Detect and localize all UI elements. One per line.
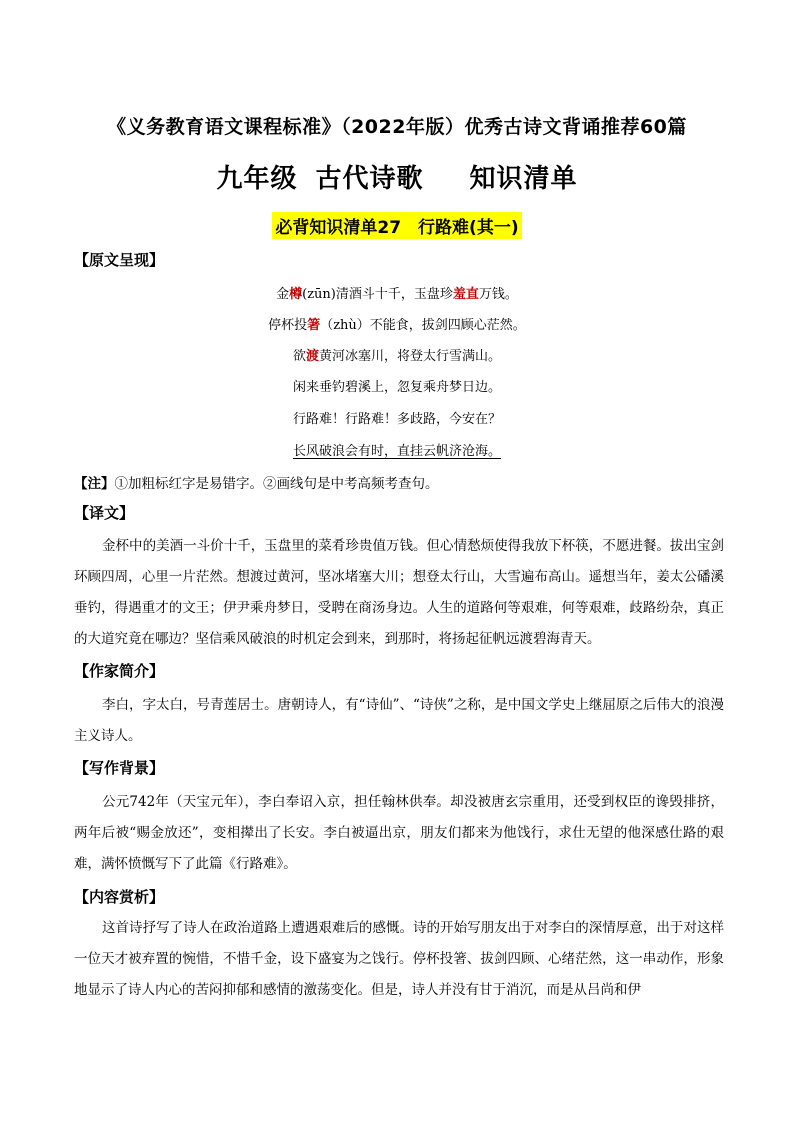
author-paragraph: 李白，字太白，号青莲居士。唐朝诗人，有“诗仙”、“诗侠”之称，是中国文学史上继屈原之后伟大的浪漫主义诗人。	[74, 697, 724, 744]
list-label: 知识清单	[469, 164, 578, 194]
analysis-paragraph: 这首诗抒写了诗人在政治道路上遭遇艰难后的感慨。诗的开始写朋友出于对李白的深情厚意，出于对这样一位天才被弃置的惋惜，不惜千金，设下盛宴为之饯行。停杯投箸、拔剑四顾、心绪茫然，这一串动作，形象地显示了诗人内心的苦闷抑郁和感情的激荡变化。但是，诗人并没有甘于消沉，而是从吕尚和伊	[74, 920, 724, 998]
section-translation-heading: 【译文】	[74, 504, 135, 522]
poem-line-5: 行路难！行路难！多歧路，今安在？	[292, 412, 501, 427]
note-text: ①加粗标红字是易错字。②画线句是中考高频考查句。	[114, 476, 439, 492]
grade-title	[0, 158, 794, 195]
section-analysis-heading: 【内容赏析】	[74, 888, 165, 906]
background-paragraph: 公元742年（天宝元年），李白奉诏入京，担任翰林供奉。却没被唐玄宗重用，还受到权臣的谗毁排挤，两年后被“赐金放还”，变相撵出了长安。李白被逼出京，朋友们都来为他饯行，求仕无望的他深感仕路的艰难，满怀愤慨写下了此篇《行路难》。	[74, 794, 724, 872]
section-original-heading: 【原文呈现】	[74, 251, 165, 269]
poem-line-3: 欲渡黄河冰塞川，将登太行雪满山。	[292, 349, 502, 364]
section-author-heading: 【作家简介】	[74, 662, 165, 680]
section-background-heading: 【写作背景】	[74, 759, 165, 777]
list-title-wrap	[0, 212, 794, 239]
poem-line-1: 金樽(zūn)清酒斗十千，玉盘珍羞直万钱。	[276, 287, 518, 302]
note	[74, 472, 439, 492]
poem-line-6-text: 长风破浪会有时，直挂云帆济沧海。	[292, 444, 501, 459]
document-header-title: 《义务教育语文课程标准》（2022年版）优秀古诗文背诵推荐60篇	[107, 116, 687, 138]
category-label: 古代诗歌	[315, 164, 424, 194]
poem-line-4: 闲来垂钓碧溪上，忽复乘舟梦日边。	[292, 380, 501, 395]
list-title: 必背知识清单27 行路难(其一)	[272, 212, 521, 239]
poem-line-2: 停杯投箸（zhù）不能食，拔剑四顾心茫然。	[268, 318, 526, 333]
note-label: 【注】	[74, 476, 115, 492]
translation-paragraph: 金杯中的美酒一斗价十千，玉盘里的菜肴珍贵值万钱。但心情愁烦使得我放下杯筷，不愿进餐。拔出宝剑环顾四周，心里一片茫然。想渡过黄河，坚冰堵塞大川；想登太行山，大雪遍布高山。遥想当年，姜太公磻溪垂钓，得遇重才的文王；伊尹乘舟梦日，受聘在商汤身边。人生的道路何等艰难，何等艰难，歧路纷杂，真正的大道究竟在哪边？坚信乘风破浪的时机定会到来，到那时，将扬起征帆远渡碧海青天。	[74, 538, 724, 647]
poem-line-6	[0, 440, 794, 459]
grade-label: 九年级	[216, 164, 298, 194]
